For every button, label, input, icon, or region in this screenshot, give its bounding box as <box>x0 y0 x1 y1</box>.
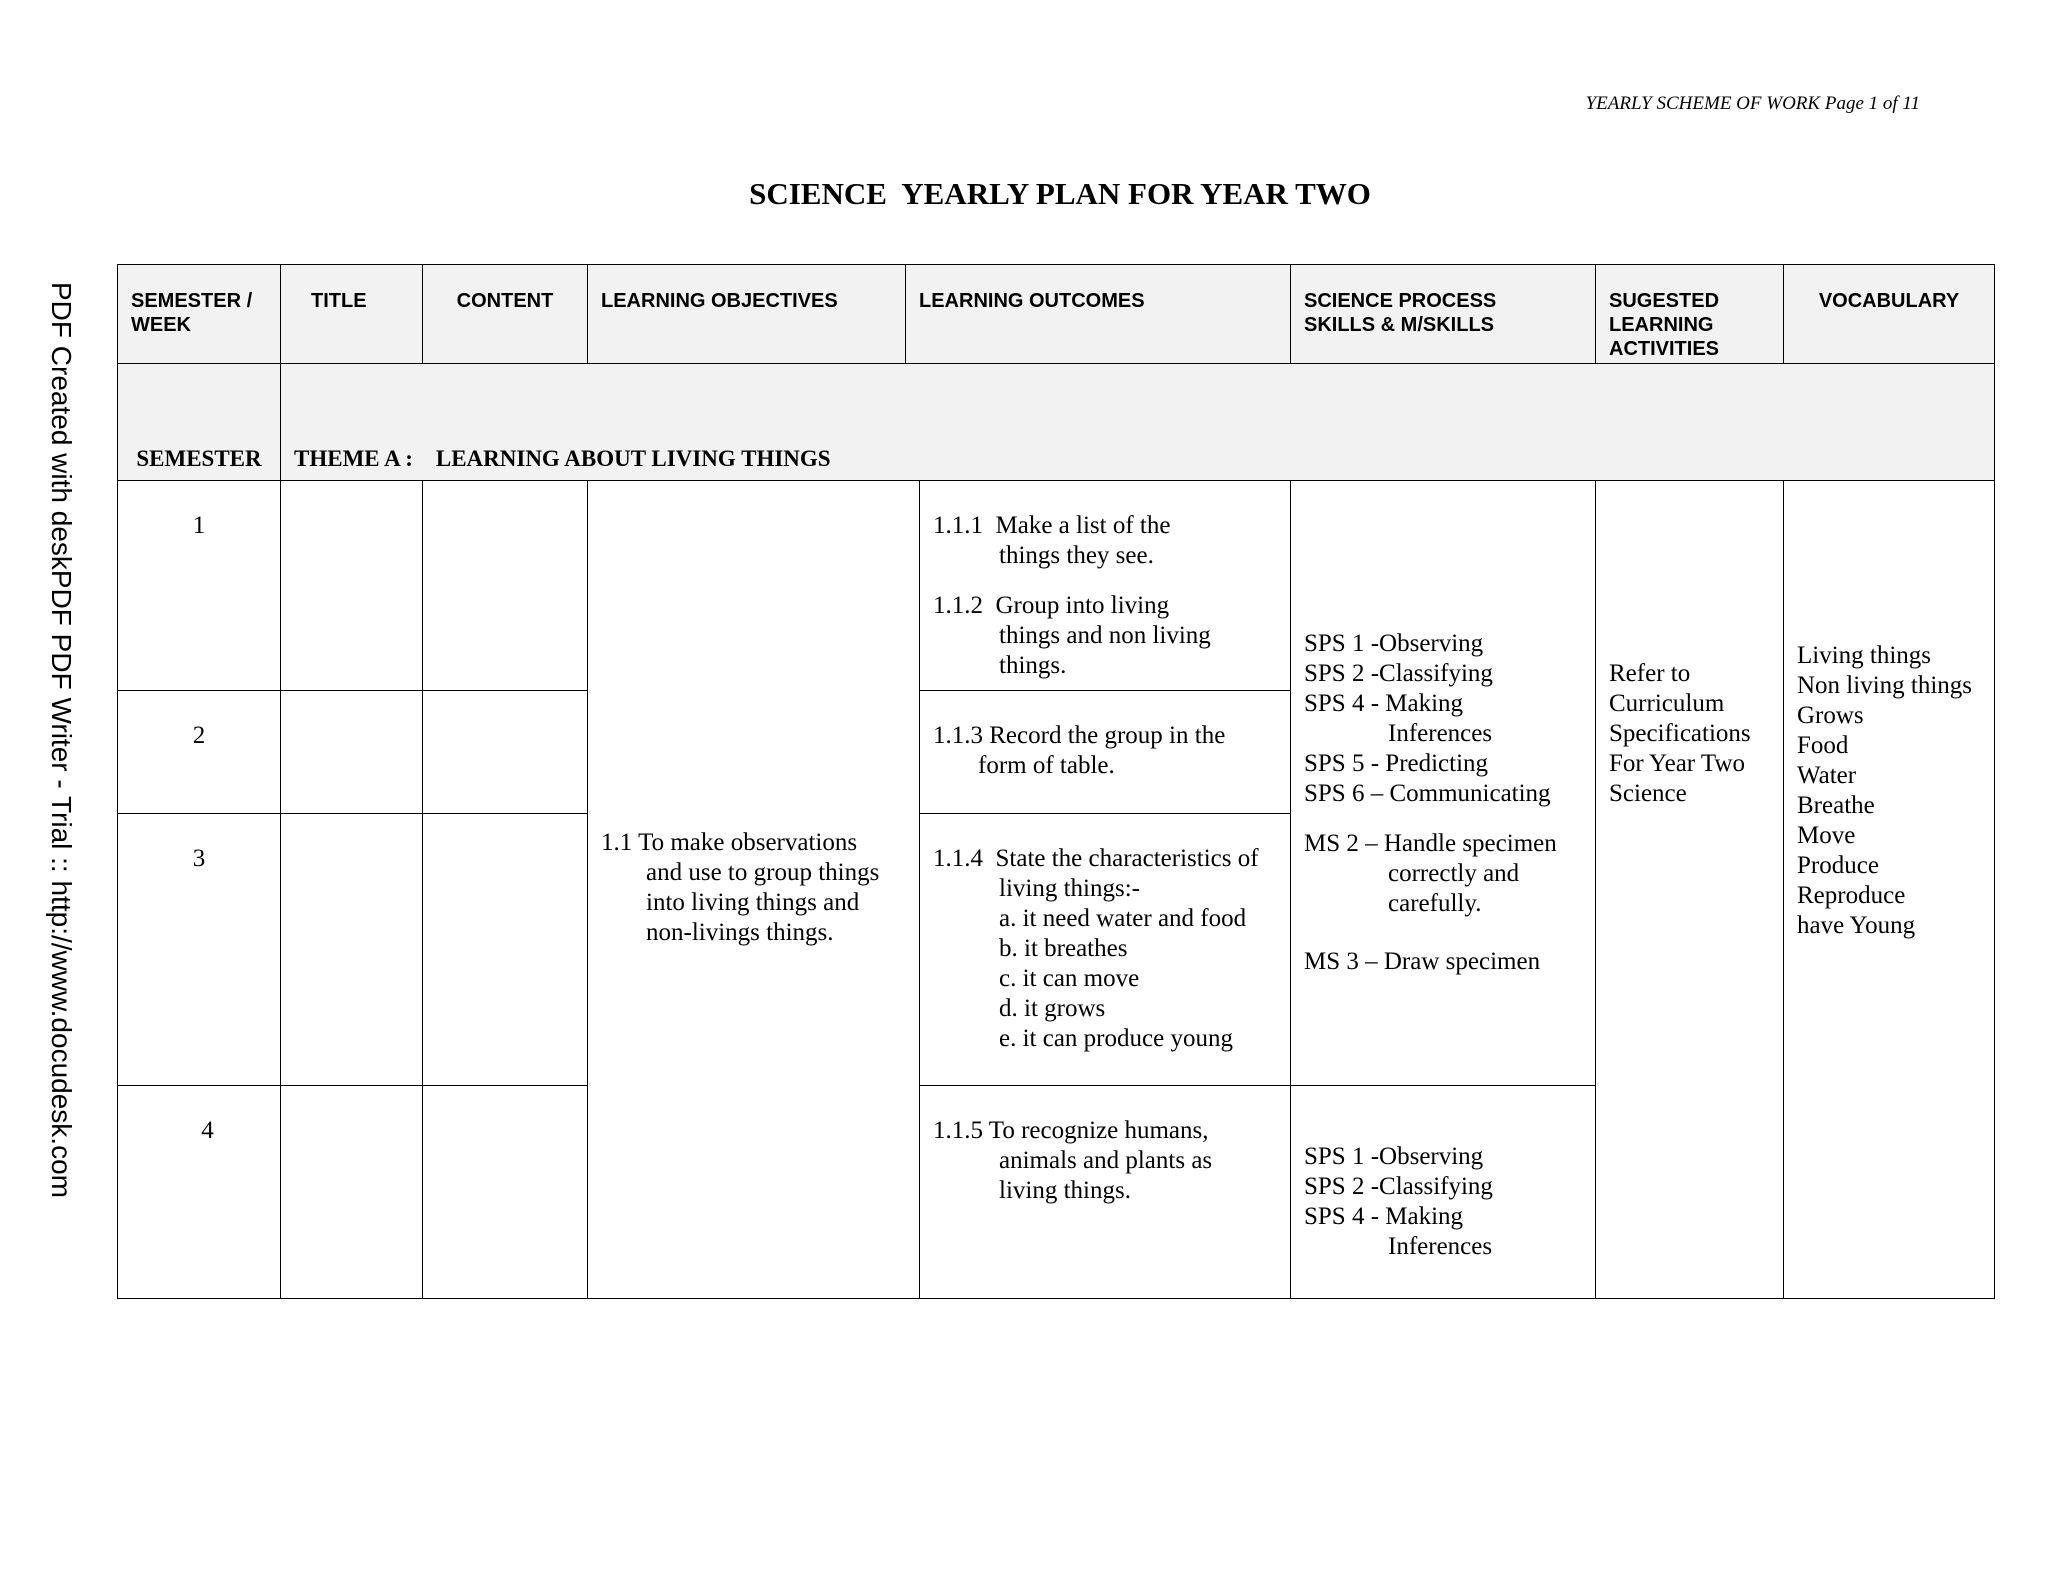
theme-row <box>280 363 1995 481</box>
outcomes-week-2: 1.1.3 Record the group in the form of table. <box>919 690 1291 814</box>
title-cell-week-2 <box>280 690 423 814</box>
week-4: 4 <box>117 1085 281 1299</box>
header-semester-week: SEMESTER / WEEK <box>117 264 281 364</box>
theme-line: THEME A : LEARNING ABOUT LIVING THINGS <box>294 446 831 471</box>
week-3: 3 <box>117 813 281 1086</box>
header-process-skills: SCIENCE PROCESS SKILLS & M/SKILLS <box>1290 264 1596 364</box>
header-content: CONTENT <box>422 264 588 364</box>
content-cell-week-3 <box>422 813 588 1086</box>
week-2: 2 <box>117 690 281 814</box>
pdf-watermark: PDF Created with deskPDF PDF Writer - Trial :: http://www.docudesk.com <box>46 282 77 1198</box>
content-cell-week-4 <box>422 1085 588 1299</box>
title-cell-week-1 <box>280 480 423 691</box>
semester-label: SEMESTER <box>117 363 281 481</box>
title-cell-week-3 <box>280 813 423 1086</box>
header-vocabulary: VOCABULARY <box>1783 264 1995 364</box>
header-suggested-activities: SUGESTED LEARNING ACTIVITIES <box>1595 264 1784 364</box>
week-1: 1 <box>117 480 281 691</box>
content-cell-week-2 <box>422 690 588 814</box>
header-title: TITLE <box>280 264 423 364</box>
outcomes-week-4: 1.1.5 To recognize humans, animals and plants as living things. <box>919 1085 1291 1299</box>
learning-objective-1-1: 1.1 To make observations and use to group things into living things and non-livings things. <box>587 480 920 1299</box>
process-skills-week-4: SPS 1 -Observing SPS 2 -Classifying SPS 4 - Making Inferences <box>1290 1085 1596 1299</box>
vocabulary-list: Living things Non living things Grows Food Water Breathe Move Produce Reproduce have Young <box>1783 480 1995 1299</box>
document-title: SCIENCE YEARLY PLAN FOR YEAR TWO <box>749 176 1371 211</box>
suggested-activities: Refer to Curriculum Specifications For Year Two Science <box>1595 480 1784 1299</box>
outcomes-week-1: 1.1.1 Make a list of the things they see. 1.1.2 Group into living things and non living things. <box>919 480 1291 691</box>
page-header: YEARLY SCHEME OF WORK Page 1 of 11 <box>1585 93 1920 114</box>
header-learning-objectives: LEARNING OBJECTIVES <box>587 264 906 364</box>
content-cell-week-1 <box>422 480 588 691</box>
header-learning-outcomes: LEARNING OUTCOMES <box>905 264 1291 364</box>
outcomes-week-3: 1.1.4 State the characteristics of living things:- a. it need water and food b. it breathes c. it can move d. it grows e. it can produce young <box>919 813 1291 1086</box>
process-skills-weeks-1-3: SPS 1 -Observing SPS 2 -Classifying SPS 4 - Making Inferences SPS 5 - Predicting SPS 6 – Communicating MS 2 – Handle specimen correctly and carefully. MS 3 – Draw specimen <box>1290 480 1596 1086</box>
title-cell-week-4 <box>280 1085 423 1299</box>
